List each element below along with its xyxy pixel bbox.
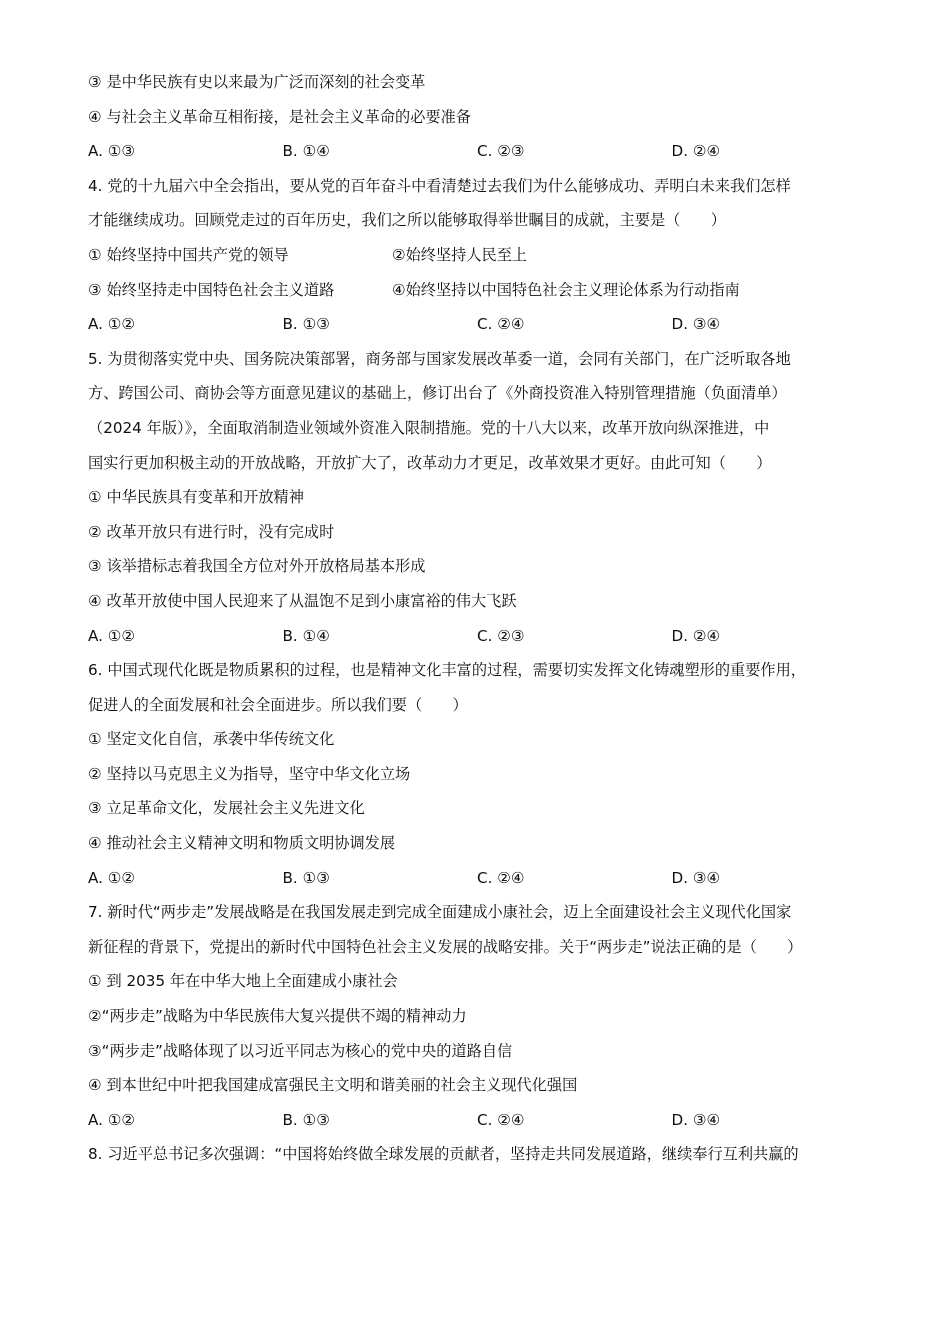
- q5-options: [88, 626, 878, 646]
- q7-stem-line-1: 7. 新时代“两步走”发展战略是在我国发展走到完成全面建成小康社会，迈上全面建设社会主义现代化国家: [88, 903, 792, 922]
- q5-item-1: ① 中华民族具有变革和开放精神: [88, 488, 304, 507]
- q7-item-1: ① 到 2035 年在中华大地上全面建成小康社会: [88, 972, 398, 991]
- q4-option-b: B. ①③: [282, 315, 330, 334]
- q4-options: [88, 314, 878, 334]
- q3-options: [88, 141, 878, 161]
- q5-item-3: ③ 该举措标志着我国全方位对外开放格局基本形成: [88, 557, 426, 576]
- q7-option-d: D. ③④: [671, 1110, 721, 1129]
- q4-items-row-2: [88, 280, 878, 300]
- q7-item-3: ③“两步走”战略体现了以习近平同志为核心的党中央的道路自信: [88, 1041, 513, 1060]
- q5-item-4: ④ 改革开放使中国人民迎来了从温饱不足到小康富裕的伟大飞跃: [88, 591, 517, 610]
- q6-item-3: ③ 立足革命文化，发展社会主义先进文化: [88, 799, 365, 818]
- q6-option-a: A. ①②: [88, 868, 136, 887]
- q4-option-c: C. ②④: [477, 315, 525, 334]
- q3-option-c: C. ②③: [477, 142, 525, 161]
- q6-option-c: C. ②④: [477, 868, 525, 887]
- q6-item-2: ② 坚持以马克思主义为指导，坚守中华文化立场: [88, 764, 411, 783]
- q7-options: [88, 1110, 878, 1130]
- q5-option-b: B. ①④: [282, 626, 330, 645]
- q5-stem-line-1: 5. 为贯彻落实党中央、国务院决策部署，商务部与国家发展改革委一道，会同有关部门，在广泛听取各地: [88, 349, 791, 368]
- q7-option-a: A. ①②: [88, 1110, 136, 1129]
- q4-items-row-1: [88, 245, 878, 265]
- q3-option-a: A. ①③: [88, 142, 136, 161]
- q5-stem-line-4: 国实行更加积极主动的开放战略，开放扩大了，改革动力才更足，改革效果才更好。由此可知（ ）: [88, 453, 772, 472]
- q6-item-1: ① 坚定文化自信，承袭中华传统文化: [88, 730, 335, 749]
- q5-option-c: C. ②③: [477, 626, 525, 645]
- q4-item-4: ④始终坚持以中国特色社会主义理论体系为行动指南: [392, 280, 740, 299]
- q4-stem-line-1: 4. 党的十九届六中全会指出，要从党的百年奋斗中看清楚过去我们为什么能够成功、弄明白未来我们怎样: [88, 176, 791, 195]
- q6-option-d: D. ③④: [671, 868, 721, 887]
- q4-stem-line-2: 才能继续成功。回顾党走过的百年历史，我们之所以能够取得举世瞩目的成就，主要是（ ）: [88, 211, 726, 230]
- q6-stem-line-2: 促进人的全面发展和社会全面进步。所以我们要（ ）: [88, 695, 468, 714]
- q5-item-2: ② 改革开放只有进行时，没有完成时: [88, 522, 335, 541]
- q3-option-b: B. ①④: [282, 142, 330, 161]
- q4-item-3: ③ 始终坚持走中国特色社会主义道路: [88, 280, 335, 299]
- q6-option-b: B. ①③: [282, 868, 330, 887]
- q7-option-b: B. ①③: [282, 1110, 330, 1129]
- q5-option-d: D. ②④: [671, 626, 721, 645]
- q4-option-a: A. ①②: [88, 315, 136, 334]
- exam-page: [88, 72, 878, 1164]
- q7-option-c: C. ②④: [477, 1110, 525, 1129]
- q3-option-d: D. ②④: [671, 142, 721, 161]
- q4-item-2: ②始终坚持人民至上: [392, 245, 528, 264]
- q6-stem-line-1: 6. 中国式现代化既是物质累积的过程，也是精神文化丰富的过程，需要切实发挥文化铸魂塑形的重要作用，: [88, 661, 806, 680]
- q3-item-3: ③ 是中华民族有史以来最为广泛而深刻的社会变革: [88, 73, 426, 91]
- q6-item-4: ④ 推动社会主义精神文明和物质文明协调发展: [88, 834, 396, 853]
- q5-stem-line-3: （2024 年版）》，全面取消制造业领域外资准入限制措施。党的十八大以来，改革开放向纵深推进，中: [88, 418, 770, 437]
- q5-stem-line-2: 方、跨国公司、商协会等方面意见建议的基础上，修订出台了《外商投资准入特别管理措施（负面清单）: [88, 384, 787, 403]
- q7-item-2: ②“两步走”战略为中华民族伟大复兴提供不竭的精神动力: [88, 1007, 467, 1026]
- q7-item-4: ④ 到本世纪中叶把我国建成富强民主文明和谐美丽的社会主义现代化强国: [88, 1076, 578, 1095]
- q6-options: [88, 868, 878, 888]
- q4-option-d: D. ③④: [671, 315, 721, 334]
- q4-item-1: ① 始终坚持中国共产党的领导: [88, 245, 289, 264]
- q7-stem-line-2: 新征程的背景下，党提出的新时代中国特色社会主义发展的战略安排。关于“两步走”说法正确的是（ ）: [88, 937, 803, 956]
- q8-stem-line-1: 8. 习近平总书记多次强调：“中国将始终做全球发展的贡献者，坚持走共同发展道路，继续奉行互利共赢的: [88, 1145, 799, 1164]
- q5-option-a: A. ①②: [88, 626, 136, 645]
- q3-item-4: ④ 与社会主义革命互相衔接，是社会主义革命的必要准备: [88, 107, 471, 126]
